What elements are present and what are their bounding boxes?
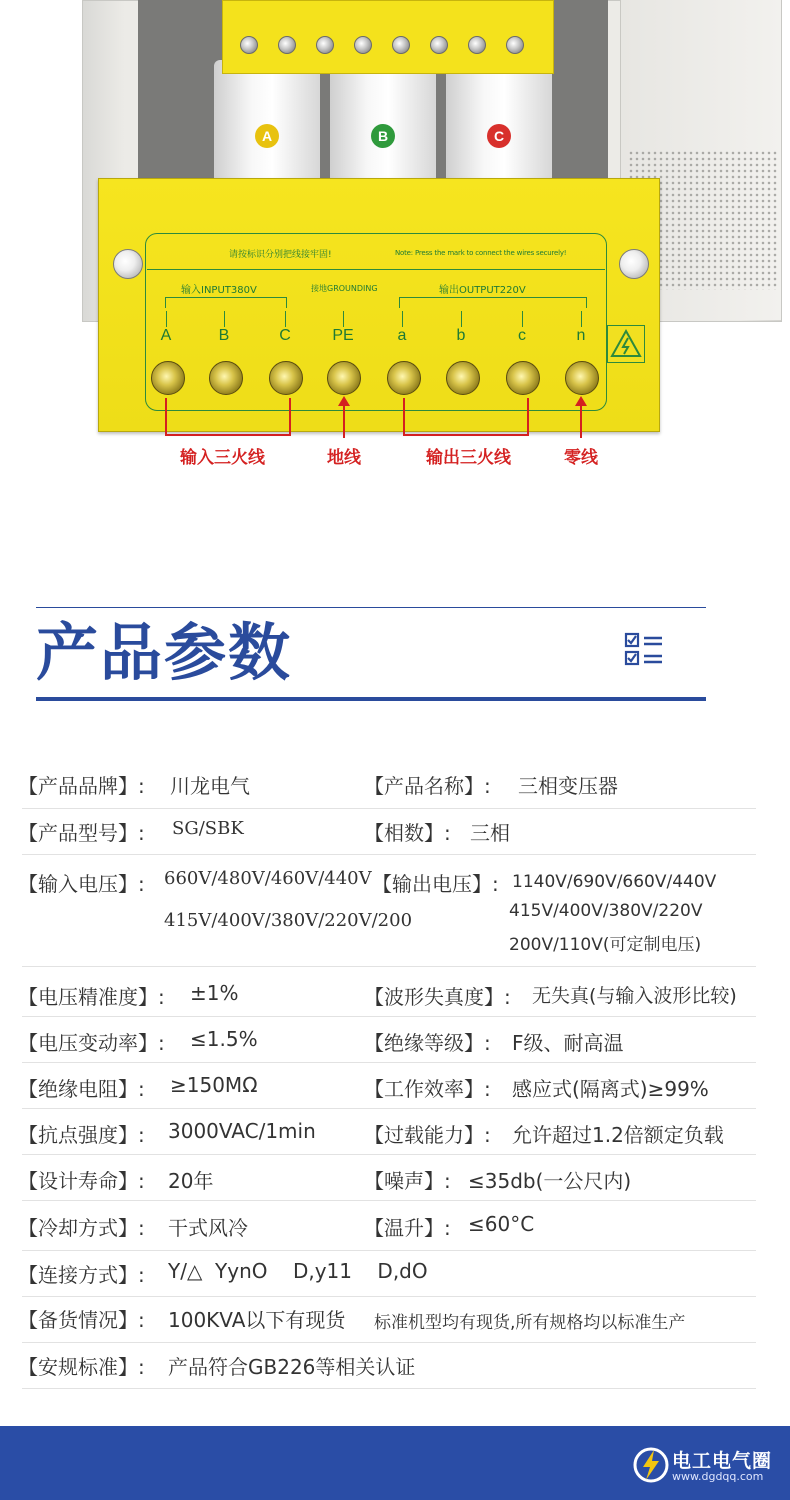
spec-life-value: 20年 (168, 1169, 214, 1193)
terminal-label-c-input: C (279, 327, 291, 344)
spec-model-value: SG/SBK (172, 818, 244, 839)
spec-brand-label: 【产品品牌】: (18, 774, 145, 798)
spec-name-label: 【产品名称】: (364, 774, 491, 798)
callout-output-three-phase: 输出三火线 (426, 448, 511, 468)
spec-brand-value: 川龙电气 (170, 774, 250, 798)
group-label-input: 输入INPUT380V (181, 285, 257, 296)
mount-bolt-left (113, 249, 143, 279)
spec-output-value-line3: 200V/110V(可定制电压) (509, 935, 702, 955)
coil-label-b: B (371, 124, 395, 148)
spec-overload-label: 【过载能力】: (364, 1123, 491, 1147)
spec-resistance-value: ≥150MΩ (170, 1073, 258, 1097)
terminal-label-b-output: b (456, 327, 466, 344)
spec-output-label: 【输出电压】: (372, 872, 499, 896)
spec-strength-value: 3000VAC/1min (168, 1119, 316, 1143)
terminal-label-pe: PE (332, 327, 354, 344)
spec-standard-value: 产品符合GB226等相关认证 (168, 1355, 416, 1379)
terminal-label-c-output: c (518, 327, 526, 344)
terminal-label-a-input: A (160, 327, 172, 344)
spec-temp-value: ≤60°C (468, 1212, 535, 1236)
spec-phase-label: 【相数】: (364, 821, 451, 845)
spec-cooling-value: 干式风冷 (168, 1216, 248, 1240)
panel-warning-note: Note: Press the mark to connect the wires securely! (395, 249, 567, 257)
terminal-bolt-b-input (209, 361, 243, 395)
spec-insulation-class-label: 【绝缘等级】: (364, 1031, 491, 1055)
spec-distortion-value: 无失真(与输入波形比较) (532, 985, 737, 1007)
callout-input-three-phase: 输入三火线 (180, 448, 265, 468)
spec-accuracy-value: ±1% (190, 981, 239, 1005)
spec-efficiency-value: 感应式(隔离式)≥99% (512, 1077, 709, 1101)
terminal-bolt-a-output (387, 361, 421, 395)
spec-name-value: 三相变压器 (518, 774, 618, 798)
spec-insulation-class-value: F级、耐高温 (512, 1031, 624, 1055)
spec-standard-label: 【安规标准】: (18, 1355, 145, 1379)
top-terminal-bolts (236, 36, 536, 56)
callout-ground: 地线 (327, 448, 361, 468)
terminal-bolt-a-input (151, 361, 185, 395)
callout-bracket-input (165, 398, 291, 436)
spec-input-value-line1: 660V/480V/460V/440V (164, 868, 372, 889)
mount-bolt-right (619, 249, 649, 279)
spec-temp-label: 【温升】: (364, 1216, 451, 1240)
spec-output-value-line1: 1140V/690V/660V/440V (512, 872, 717, 892)
product-photo (0, 0, 790, 540)
section-title: 产品参数 (36, 616, 293, 689)
spec-efficiency-label: 【工作效率】: (364, 1077, 491, 1101)
spec-noise-label: 【噪声】: (364, 1169, 451, 1193)
coil-label-c: C (487, 124, 511, 148)
spec-input-label: 【输入电压】: (18, 872, 145, 896)
spec-stock-note: 标准机型均有现货,所有规格均以标准生产 (374, 1313, 686, 1333)
spec-phase-value: 三相 (470, 821, 510, 845)
group-label-output: 输出OUTPUT220V (439, 285, 526, 296)
spec-cooling-label: 【冷却方式】: (18, 1216, 145, 1240)
group-bracket-output (399, 297, 587, 308)
spec-input-value-line2: 415V/400V/380V/220V/200 (164, 910, 413, 931)
terminal-label-b-input: B (218, 327, 230, 344)
panel-divider (147, 269, 605, 270)
high-voltage-warning-icon (607, 325, 645, 363)
callout-arrow-neutral (575, 396, 587, 406)
spec-connection-label: 【连接方式】: (18, 1263, 145, 1287)
panel-warning-title: 请按标识分别把线接牢固! (229, 250, 332, 260)
group-label-grounding: 接地GROUNDING (311, 284, 378, 293)
spec-regulation-value: ≤1.5% (190, 1027, 258, 1051)
callout-bracket-output (403, 398, 529, 436)
lightning-logo-icon (632, 1446, 670, 1484)
group-bracket-input (165, 297, 287, 308)
footer-brand-name: 电工电气圈 (672, 1450, 773, 1472)
terminal-label-n: n (576, 327, 586, 344)
terminal-bolt-pe (327, 361, 361, 395)
footer-url[interactable]: www.dgdqq.com (672, 1470, 764, 1483)
spec-life-label: 【设计寿命】: (18, 1169, 145, 1193)
spec-output-value-line2: 415V/400V/380V/220V (509, 901, 703, 921)
spec-accuracy-label: 【电压精准度】: (18, 985, 165, 1009)
spec-stock-value: 100KVA以下有现货 (168, 1308, 346, 1332)
terminal-bolt-n (565, 361, 599, 395)
terminal-plate (98, 178, 660, 432)
heading-top-rule (36, 607, 706, 608)
terminal-bolt-c-output (506, 361, 540, 395)
terminal-bolt-b-output (446, 361, 480, 395)
checklist-icon (624, 630, 664, 670)
spec-overload-value: 允许超过1.2倍额定负载 (512, 1123, 724, 1147)
callout-arrow-ground (338, 396, 350, 406)
callout-stem-neutral (580, 404, 582, 438)
spec-strength-label: 【抗点强度】: (18, 1123, 145, 1147)
spec-resistance-label: 【绝缘电阻】: (18, 1077, 145, 1101)
callout-stem-ground (343, 404, 345, 438)
spec-regulation-label: 【电压变动率】: (18, 1031, 165, 1055)
spec-connection-value: Y/△ YynO D,y11 D,dO (168, 1259, 428, 1283)
heading-bottom-rule (36, 697, 706, 701)
coil-label-a: A (255, 124, 279, 148)
terminal-label-a-output: a (397, 327, 407, 344)
spec-noise-value: ≤35db(一公尺内) (468, 1169, 632, 1193)
spec-distortion-label: 【波形失真度】: (364, 985, 511, 1009)
callout-neutral: 零线 (564, 448, 598, 468)
terminal-bolt-c-input (269, 361, 303, 395)
spec-model-label: 【产品型号】: (18, 821, 145, 845)
spec-stock-label: 【备货情况】: (18, 1308, 145, 1332)
